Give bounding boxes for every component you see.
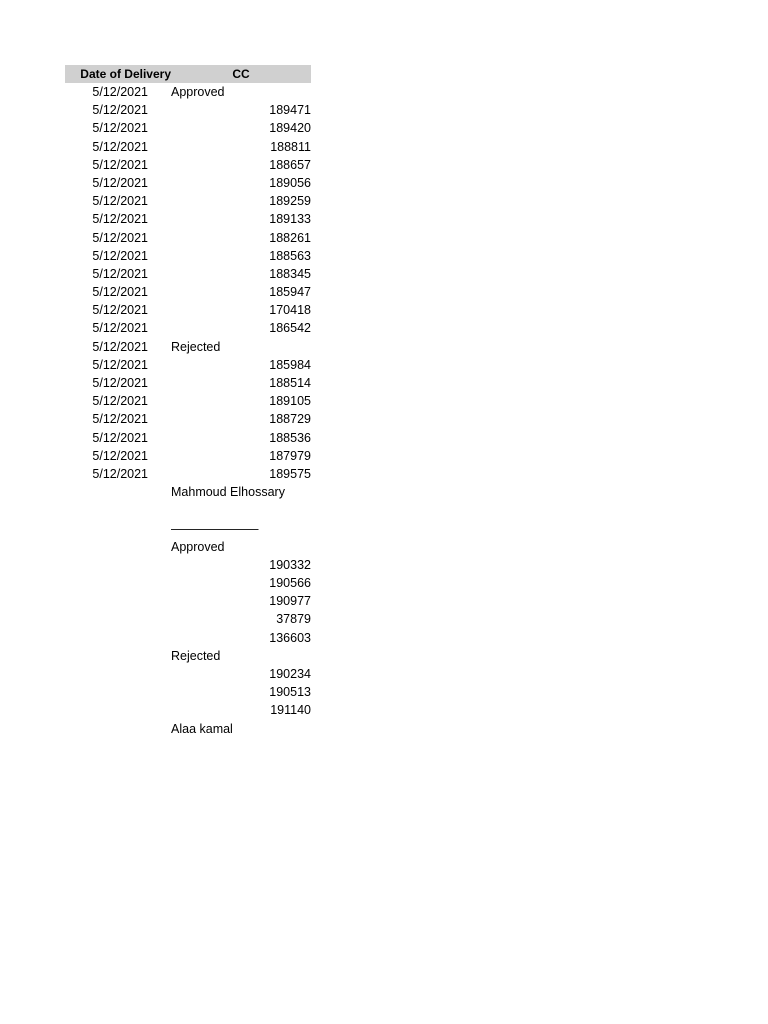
column-spacer bbox=[148, 283, 171, 301]
cc-number-cell: 189259 bbox=[269, 194, 311, 209]
cc-number-cell: 188261 bbox=[269, 230, 311, 245]
column-spacer bbox=[148, 156, 171, 174]
cc-number-cell: 189105 bbox=[269, 394, 311, 409]
column-spacer bbox=[148, 265, 171, 283]
table-row bbox=[65, 410, 311, 428]
cc-number-cell: 188657 bbox=[269, 157, 311, 172]
delivery-date-cell bbox=[65, 574, 148, 592]
table-row bbox=[65, 192, 311, 210]
cc-number-cell: 190234 bbox=[269, 667, 311, 681]
delivery-date-cell: 5/12/2021 bbox=[92, 376, 148, 390]
table-row bbox=[65, 229, 311, 247]
table-row bbox=[65, 392, 311, 410]
table-row bbox=[65, 538, 311, 556]
table-row bbox=[65, 156, 311, 174]
column-spacer bbox=[148, 356, 171, 374]
column-spacer bbox=[148, 556, 171, 574]
table-row bbox=[65, 174, 311, 192]
column-spacer bbox=[148, 538, 171, 556]
delivery-date-cell: 5/12/2021 bbox=[92, 85, 148, 99]
cc-number-cell: 136603 bbox=[269, 630, 311, 645]
delivery-date-cell bbox=[65, 501, 148, 519]
column-spacer bbox=[148, 574, 171, 592]
cc-number-cell: 188345 bbox=[269, 266, 311, 281]
delivery-date-cell bbox=[65, 701, 148, 719]
delivery-date-cell: 5/12/2021 bbox=[92, 412, 148, 427]
delivery-date-cell: 5/12/2021 bbox=[92, 194, 148, 209]
cc-number-cell: 189471 bbox=[269, 103, 311, 118]
cc-number-cell: 190513 bbox=[269, 685, 311, 700]
column-spacer bbox=[148, 447, 171, 465]
column-spacer bbox=[148, 610, 171, 628]
cc-label-cell bbox=[171, 501, 311, 519]
table-row bbox=[65, 101, 311, 119]
column-spacer bbox=[148, 174, 171, 192]
table-row bbox=[65, 429, 311, 447]
spreadsheet-page bbox=[65, 65, 311, 738]
column-spacer bbox=[148, 301, 171, 319]
table-row bbox=[65, 356, 311, 374]
column-spacer bbox=[148, 720, 171, 738]
table-row bbox=[65, 556, 311, 574]
delivery-date-cell: 5/12/2021 bbox=[92, 466, 148, 481]
column-spacer bbox=[148, 119, 171, 137]
cc-number-cell: 190977 bbox=[269, 594, 311, 609]
delivery-date-cell bbox=[65, 665, 148, 683]
table-row bbox=[65, 119, 311, 137]
column-spacer bbox=[148, 319, 171, 337]
delivery-date-cell bbox=[65, 720, 148, 738]
delivery-date-cell: 5/12/2021 bbox=[92, 248, 148, 263]
delivery-date-cell: 5/12/2021 bbox=[92, 139, 148, 154]
table-row bbox=[65, 665, 311, 683]
column-spacer bbox=[148, 210, 171, 228]
cc-label-cell: Approved bbox=[171, 539, 225, 554]
column-spacer bbox=[148, 683, 171, 701]
table-row bbox=[65, 301, 311, 319]
cc-number-cell: 189575 bbox=[269, 466, 311, 481]
cc-number-cell: 37879 bbox=[276, 612, 311, 627]
table-row bbox=[65, 210, 311, 228]
delivery-date-cell: 5/12/2021 bbox=[92, 430, 148, 445]
cc-number-cell: 188811 bbox=[270, 139, 311, 154]
column-spacer bbox=[148, 647, 171, 665]
column-spacer bbox=[148, 483, 171, 501]
delivery-date-cell: 5/12/2021 bbox=[92, 103, 148, 118]
delivery-date-cell bbox=[65, 520, 148, 538]
delivery-date-cell bbox=[65, 647, 148, 665]
delivery-date-cell: 5/12/2021 bbox=[92, 303, 148, 318]
table-row bbox=[65, 520, 311, 538]
delivery-date-cell: 5/12/2021 bbox=[92, 448, 148, 463]
cc-label-cell: ——————— bbox=[171, 521, 259, 536]
delivery-date-cell: 5/12/2021 bbox=[92, 285, 148, 300]
cc-number-cell: 185984 bbox=[269, 357, 311, 372]
column-spacer bbox=[148, 465, 171, 483]
table-row bbox=[65, 138, 311, 156]
column-spacer bbox=[148, 501, 171, 519]
delivery-date-cell: 5/12/2021 bbox=[92, 266, 148, 281]
cc-label-cell: Alaa kamal bbox=[171, 721, 233, 736]
delivery-date-cell bbox=[65, 592, 148, 610]
column-spacer bbox=[148, 101, 171, 119]
column-spacer bbox=[148, 192, 171, 210]
delivery-date-cell: 5/12/2021 bbox=[92, 157, 148, 172]
column-spacer bbox=[148, 592, 171, 610]
column-spacer bbox=[148, 520, 171, 538]
delivery-date-cell: 5/12/2021 bbox=[92, 357, 148, 372]
table-row bbox=[65, 483, 311, 501]
cc-header: CC bbox=[232, 67, 250, 81]
cc-number-cell: 189133 bbox=[269, 212, 311, 227]
delivery-date-cell: 5/12/2021 bbox=[92, 121, 148, 136]
table-row bbox=[65, 283, 311, 301]
delivery-date-cell: 5/12/2021 bbox=[92, 394, 148, 409]
cc-number-cell: 186542 bbox=[269, 321, 311, 336]
column-spacer bbox=[148, 629, 171, 647]
cc-number-cell: 191140 bbox=[270, 703, 311, 718]
table-row bbox=[65, 629, 311, 647]
cc-number-cell: 188563 bbox=[269, 248, 311, 263]
delivery-date-cell bbox=[65, 683, 148, 701]
data-rows bbox=[65, 83, 311, 738]
cc-label-cell: Mahmoud Elhossary bbox=[171, 485, 285, 500]
table-row bbox=[65, 647, 311, 665]
cc-number-cell: 170418 bbox=[269, 303, 311, 318]
cc-number-cell: 189420 bbox=[269, 121, 311, 136]
table-row bbox=[65, 701, 311, 719]
column-spacer bbox=[148, 410, 171, 428]
cc-number-cell: 187979 bbox=[269, 448, 311, 463]
table-row bbox=[65, 83, 311, 101]
table-row bbox=[65, 720, 311, 738]
table-row bbox=[65, 265, 311, 283]
table-row bbox=[65, 374, 311, 392]
table-row bbox=[65, 338, 311, 356]
cc-number-cell: 189056 bbox=[269, 175, 311, 190]
column-spacer bbox=[148, 338, 171, 356]
column-spacer bbox=[148, 247, 171, 265]
table-row bbox=[65, 447, 311, 465]
cc-label-cell: Rejected bbox=[171, 339, 221, 354]
cc-number-cell: 190566 bbox=[269, 576, 311, 591]
delivery-date-cell: 5/12/2021 bbox=[92, 212, 148, 227]
column-spacer bbox=[148, 138, 171, 156]
cc-number-cell: 188536 bbox=[269, 430, 311, 445]
table-row bbox=[65, 683, 311, 701]
column-spacer bbox=[148, 374, 171, 392]
table-row bbox=[65, 465, 311, 483]
table-row bbox=[65, 247, 311, 265]
cc-number-cell: 188729 bbox=[269, 412, 311, 427]
delivery-date-cell bbox=[65, 483, 148, 501]
table-row bbox=[65, 501, 311, 519]
delivery-date-cell: 5/12/2021 bbox=[92, 321, 148, 336]
column-spacer bbox=[148, 229, 171, 247]
table-row bbox=[65, 592, 311, 610]
column-spacer bbox=[148, 701, 171, 719]
delivery-date-cell: 5/12/2021 bbox=[92, 230, 148, 245]
delivery-date-cell bbox=[65, 538, 148, 556]
delivery-date-cell bbox=[65, 556, 148, 574]
delivery-date-cell: 5/12/2021 bbox=[92, 339, 148, 354]
column-spacer bbox=[148, 83, 171, 101]
header-row bbox=[65, 65, 311, 83]
cc-number-cell: 185947 bbox=[269, 285, 311, 300]
delivery-date-cell bbox=[65, 610, 148, 628]
column-spacer bbox=[148, 392, 171, 410]
table-row bbox=[65, 319, 311, 337]
column-spacer bbox=[148, 665, 171, 683]
cc-number-cell: 188514 bbox=[269, 376, 311, 390]
delivery-date-cell bbox=[65, 629, 148, 647]
column-spacer bbox=[148, 429, 171, 447]
table-row bbox=[65, 574, 311, 592]
cc-label-cell: Approved bbox=[171, 85, 225, 99]
delivery-date-cell: 5/12/2021 bbox=[92, 175, 148, 190]
date-of-delivery-header: Date of Delivery bbox=[80, 67, 171, 81]
cc-label-cell: Rejected bbox=[171, 648, 221, 663]
cc-number-cell: 190332 bbox=[269, 557, 311, 572]
table-row bbox=[65, 610, 311, 628]
